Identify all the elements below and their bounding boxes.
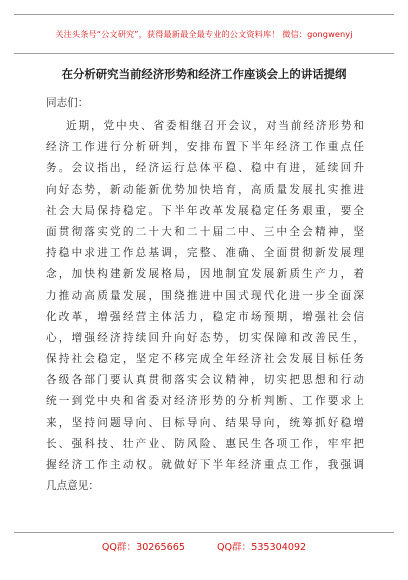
body-line: 念，加快构建新发展格局，因地制宜发展新质生产力，着 bbox=[46, 268, 364, 281]
document-title: 在分析研究当前经济形势和经济工作座谈会上的讲话提纲 bbox=[61, 67, 347, 81]
body-line: 力推动高质量发展，围绕推进中国式现代化进一步全面深 bbox=[46, 289, 364, 302]
header-banner bbox=[14, 14, 394, 54]
body-line: 面贯彻落实党的二十大和二十届二中、三中全会精神，坚 bbox=[46, 225, 364, 238]
body-line: 持稳中求进工作总基调，完整、准确、全面贯彻新发展理 bbox=[46, 247, 364, 260]
body-line: 向好态势，新动能新优势加快培育，高质量发展扎实推进 bbox=[46, 183, 364, 196]
salutation: 同志们： bbox=[46, 97, 89, 109]
footer bbox=[14, 532, 394, 558]
body-text bbox=[46, 116, 364, 497]
body-line: 保持社会稳定，坚定不移完成全年经济社会发展目标任务 bbox=[46, 353, 364, 366]
body-line: 来，坚持问题导向、目标导向、结果导向，统筹抓好稳增 bbox=[46, 416, 364, 429]
body-line: 几点意见： bbox=[46, 480, 99, 493]
header-banner-text: 关注头条号“公文研究”，获得最新最全最专业的公文资料库！ 微信：gongwenyj bbox=[55, 28, 353, 39]
body-line: 握经济工作主动权。就做好下半年经济重点工作，我强调 bbox=[46, 459, 364, 471]
body-line: 经济工作进行分析研判，安排布置下半年经济工作重点任 bbox=[46, 141, 364, 154]
body-line: 各级各部门要认真贯彻落实会议精神，切实把思想和行动 bbox=[46, 374, 364, 387]
body-line: 务。会议指出，经济运行总体平稳、稳中有进，延续回升 bbox=[46, 162, 364, 175]
footer-qq-group-2: QQ群：535304092 bbox=[216, 542, 307, 553]
body-line: 化改革，增强经营主体活力，稳定市场预期，增强社会信 bbox=[46, 310, 364, 323]
body-line: 统一到党中央和省委对经济形势的分析判断、工作要求上 bbox=[46, 395, 364, 408]
footer-qq-group-1: QQ群：30265665 bbox=[101, 542, 185, 553]
body-line: 心，增强经济持续回升向好态势，切实保障和改善民生， bbox=[46, 331, 364, 344]
body-line: 近期，党中央、省委相继召开会议，对当前经济形势和 bbox=[66, 120, 364, 132]
body-line: 长、强科技、壮产业、防风险、惠民生各项工作，牢牢把 bbox=[46, 437, 364, 450]
body-line: 社会大局保持稳定。下半年改革发展稳定任务艰重，要全 bbox=[46, 204, 364, 217]
